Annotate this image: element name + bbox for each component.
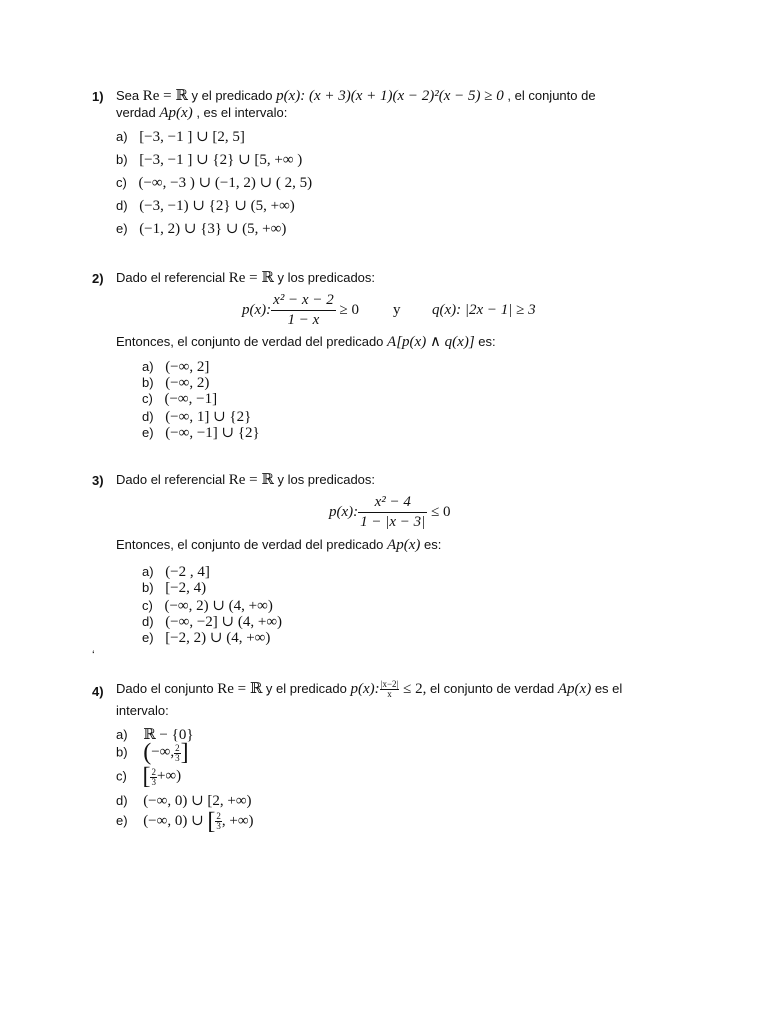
option-label: c) [142, 598, 153, 613]
option-label: c) [142, 391, 153, 406]
question-4-number: 4) [92, 684, 104, 699]
option-label: e) [116, 221, 128, 236]
option-label: d) [142, 409, 154, 424]
option-label: b) [116, 152, 128, 167]
question-2-text-c: Entonces, el conjunto de verdad del predicado [116, 334, 384, 349]
question-2-option-e[interactable] [142, 423, 260, 442]
option-label: a) [116, 727, 128, 742]
option-label: e) [142, 630, 154, 645]
fraction-denominator: x [387, 689, 392, 700]
question-2-conjunction: y [393, 302, 401, 318]
question-1-option-c[interactable] [116, 173, 312, 192]
question-2-statement-line-2 [116, 332, 496, 351]
question-4-p-relation: ≤ 2, [403, 681, 427, 697]
option-value: (−∞, 2] [165, 359, 210, 375]
question-2-truth-set: A[p(x) ∧ q(x)] [387, 334, 475, 350]
question-4-option-c[interactable] [116, 764, 182, 790]
question-3-statement-line-1 [116, 470, 375, 489]
question-3-referential: Re = ℝ [228, 472, 274, 488]
option-value: (−1, 2) ∪ {3} ∪ (5, +∞) [139, 221, 287, 237]
question-4-text-d: es el [594, 681, 623, 696]
fraction-numerator: x² − 4 [358, 494, 427, 513]
question-2-p-fraction [271, 292, 336, 329]
option-value: (−∞, −1] [164, 391, 218, 407]
question-3-text-c: Entonces, el conjunto de verdad del predicado [116, 537, 384, 552]
question-3-p-prefix: p(x): [329, 503, 359, 520]
option-value: (−∞, 0) ∪ [ $\frac{2}{3}$ , +∞) [143, 808, 254, 835]
question-3-option-e[interactable] [142, 628, 270, 647]
option-label: a) [142, 564, 154, 579]
option-label: a) [116, 129, 128, 144]
option-value: (−2 , 4] [165, 564, 210, 580]
question-2-statement-line-1 [116, 268, 375, 287]
option-label: e) [116, 813, 128, 828]
question-1-statement-line-2 [116, 105, 287, 122]
question-3-p-fraction [358, 494, 427, 531]
option-value: [ $\frac{2}{3}$ +∞) [142, 764, 182, 790]
question-1-option-d[interactable] [116, 196, 295, 215]
question-2-q-predicate: q(x): |2x − 1| ≥ 3 [432, 302, 536, 318]
option-value: [−3, −1 ] ∪ [2, 5] [139, 129, 245, 145]
fraction-numerator: x² − x − 2 [271, 292, 336, 311]
question-3-option-b[interactable] [142, 580, 206, 597]
question-1-statement-line-1 [116, 86, 596, 105]
option-value: [−3, −1 ] ∪ {2} ∪ [5, +∞ ) [139, 152, 303, 168]
question-3-text-d: es: [423, 537, 442, 552]
question-2-option-c[interactable] [142, 391, 217, 408]
question-3-option-a[interactable] [142, 564, 210, 581]
question-3-statement-line-2 [116, 537, 441, 554]
question-2-number: 2) [92, 271, 104, 286]
question-2-predicates-display [242, 292, 359, 329]
option-value: (−∞, 2) ∪ (4, +∞) [164, 598, 273, 614]
option-value: [−2, 4) [165, 580, 207, 596]
question-2-option-b[interactable] [142, 375, 209, 392]
option-value: (−∞, 0) ∪ [2, +∞) [143, 793, 252, 809]
question-2-text-a: Dado el referencial [116, 270, 226, 285]
question-4-statement-line-1 [116, 679, 622, 699]
fraction-denominator: 1 − |x − 3| [360, 514, 426, 530]
fraction-numerator: |x−2| [380, 679, 399, 690]
question-4-option-e[interactable] [116, 808, 254, 835]
question-3-predicate-display [329, 494, 451, 531]
option-value: (−∞, 1] ∪ {2} [165, 409, 252, 425]
question-1-number: 1) [92, 89, 104, 104]
question-2-option-a[interactable] [142, 359, 209, 376]
question-4-text-e: intervalo: [116, 703, 169, 718]
question-2-text-b: y los predicados: [277, 270, 376, 285]
question-1-option-b[interactable] [116, 150, 302, 169]
option-label: b) [142, 375, 154, 390]
question-1-text-a: Sea [116, 88, 140, 103]
question-3-text-b: y los predicados: [277, 472, 376, 487]
question-4-p-fraction [380, 680, 400, 699]
option-label: d) [142, 614, 154, 629]
question-4-option-d[interactable] [116, 791, 252, 810]
option-value: (−∞, −2] ∪ (4, +∞) [165, 614, 283, 630]
question-1-text-e: , es el intervalo: [196, 105, 288, 120]
question-2-text-d: es: [478, 334, 496, 349]
option-value: (−∞, −3 ) ∪ (−1, 2) ∪ ( 2, 5) [138, 175, 313, 191]
question-1-text-d: verdad [116, 105, 156, 120]
question-2-p-prefix: p(x): [242, 301, 272, 318]
fraction-denominator: 1 − x [287, 312, 320, 328]
question-4-text-a: Dado el conjunto [116, 681, 214, 696]
question-4-p-prefix: p(x): [350, 681, 380, 697]
option-label: a) [142, 359, 154, 374]
question-2-p-relation: ≥ 0 [339, 301, 359, 318]
option-label: d) [116, 793, 128, 808]
question-1-option-a[interactable] [116, 127, 245, 146]
question-2-referential: Re = ℝ [228, 270, 274, 286]
question-3-p-relation: ≤ 0 [431, 503, 451, 520]
stray-mark: ‘ [92, 648, 95, 662]
question-4-truth-set: Ap(x) [557, 681, 592, 697]
question-4-text-c: el conjunto de verdad [429, 681, 555, 696]
question-3-text-a: Dado el referencial [116, 472, 226, 487]
question-3-truth-set: Ap(x) [387, 537, 421, 553]
option-label: c) [116, 768, 127, 784]
question-1-truth-set: Ap(x) [159, 105, 193, 121]
option-label: b) [116, 744, 128, 760]
question-1-predicate: p(x): (x + 3)(x + 1)(x − 2)²(x − 5) ≥ 0 [276, 88, 504, 104]
option-label: d) [116, 198, 128, 213]
option-value: (−3, −1) ∪ {2} ∪ (5, +∞) [139, 198, 295, 214]
option-value: (−∞, 2) [165, 375, 210, 391]
option-value: (−∞, −1] ∪ {2} [165, 425, 260, 441]
question-1-option-e[interactable] [116, 219, 286, 238]
option-value: [−2, 2) ∪ (4, +∞) [165, 630, 271, 646]
option-label: c) [116, 175, 127, 190]
option-label: b) [142, 580, 154, 595]
option-label: e) [142, 425, 154, 440]
question-1-text-b: y el predicado [191, 88, 273, 103]
option-value: ℝ − {0} [143, 727, 194, 743]
question-4-referential: Re = ℝ [217, 681, 263, 697]
question-3-number: 3) [92, 473, 104, 488]
question-1-text-c: , el conjunto de [507, 88, 596, 103]
option-value: (−∞, $\frac{2}{3}$ ] [143, 740, 189, 766]
question-4-option-b[interactable] [116, 740, 189, 766]
question-4-text-b: y el predicado [265, 681, 347, 696]
question-1-referential: Re = ℝ [142, 88, 188, 104]
